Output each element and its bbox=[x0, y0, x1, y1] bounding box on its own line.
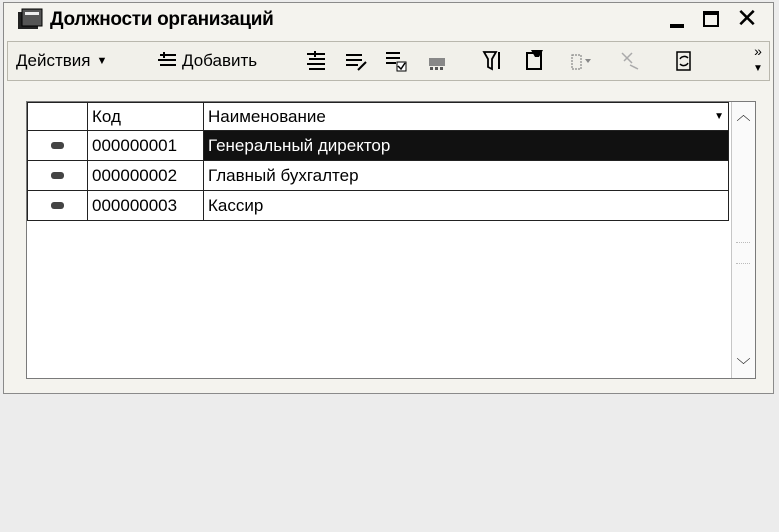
post-icon[interactable] bbox=[426, 49, 450, 73]
vertical-scrollbar[interactable] bbox=[731, 102, 755, 378]
item-icon bbox=[51, 202, 64, 209]
actions-menu-button[interactable] bbox=[16, 42, 107, 80]
row-marker-cell[interactable] bbox=[28, 131, 88, 161]
scroll-down-icon[interactable]: ﹀ bbox=[736, 357, 751, 373]
chevron-down-icon: ▼ bbox=[753, 63, 763, 74]
filter-clear-icon[interactable] bbox=[523, 49, 547, 73]
more-label: » bbox=[754, 43, 762, 59]
table-row[interactable] bbox=[28, 161, 729, 191]
positions-window bbox=[3, 2, 774, 394]
actions-label: Действия bbox=[16, 51, 91, 70]
hierarchy-icon[interactable] bbox=[618, 49, 642, 73]
chevron-down-icon: ▼ bbox=[96, 55, 108, 67]
name-cell[interactable]: Главный бухгалтер bbox=[204, 161, 729, 191]
scroll-up-icon[interactable]: ︿ bbox=[736, 107, 751, 123]
scroll-thumb[interactable] bbox=[736, 242, 750, 264]
sort-down-icon: ▼ bbox=[714, 111, 724, 122]
header-name[interactable] bbox=[204, 103, 729, 131]
add-icon bbox=[156, 51, 178, 71]
mark-delete-icon[interactable] bbox=[384, 49, 408, 73]
sort-icon[interactable] bbox=[568, 49, 592, 73]
toolbar-overflow-button[interactable] bbox=[748, 44, 768, 78]
header-name-label: Наименование bbox=[208, 106, 326, 126]
filter-icon[interactable] bbox=[482, 49, 506, 73]
code-cell[interactable]: 000000001 bbox=[88, 131, 204, 161]
refresh-icon[interactable] bbox=[672, 49, 696, 73]
title-bar bbox=[4, 3, 773, 37]
header-marker-cell bbox=[28, 103, 88, 131]
code-cell[interactable]: 000000002 bbox=[88, 161, 204, 191]
toolbar bbox=[7, 41, 770, 81]
item-icon bbox=[51, 172, 64, 179]
close-icon: ✕ bbox=[736, 4, 758, 34]
app-icon bbox=[16, 8, 44, 32]
minimize-button[interactable] bbox=[664, 6, 690, 32]
row-marker-cell[interactable] bbox=[28, 161, 88, 191]
add-label: Добавить bbox=[182, 51, 258, 70]
close-button[interactable] bbox=[734, 6, 760, 32]
grid-table bbox=[27, 102, 729, 221]
table-row[interactable] bbox=[28, 131, 729, 161]
window-title: Должности организаций bbox=[50, 9, 274, 30]
maximize-button[interactable] bbox=[698, 6, 724, 32]
header-code[interactable]: Код bbox=[88, 103, 204, 131]
name-cell[interactable]: Кассир bbox=[204, 191, 729, 221]
header-row bbox=[28, 103, 729, 131]
positions-table bbox=[26, 101, 756, 379]
maximize-icon bbox=[703, 11, 719, 27]
item-icon bbox=[51, 142, 64, 149]
code-cell[interactable]: 000000003 bbox=[88, 191, 204, 221]
name-cell[interactable]: Генеральный директор bbox=[204, 131, 729, 161]
minimize-icon bbox=[670, 24, 684, 28]
copy-icon[interactable] bbox=[304, 49, 328, 73]
table-row[interactable] bbox=[28, 191, 729, 221]
add-button[interactable] bbox=[156, 42, 257, 80]
row-marker-cell[interactable] bbox=[28, 191, 88, 221]
edit-icon[interactable] bbox=[344, 49, 368, 73]
